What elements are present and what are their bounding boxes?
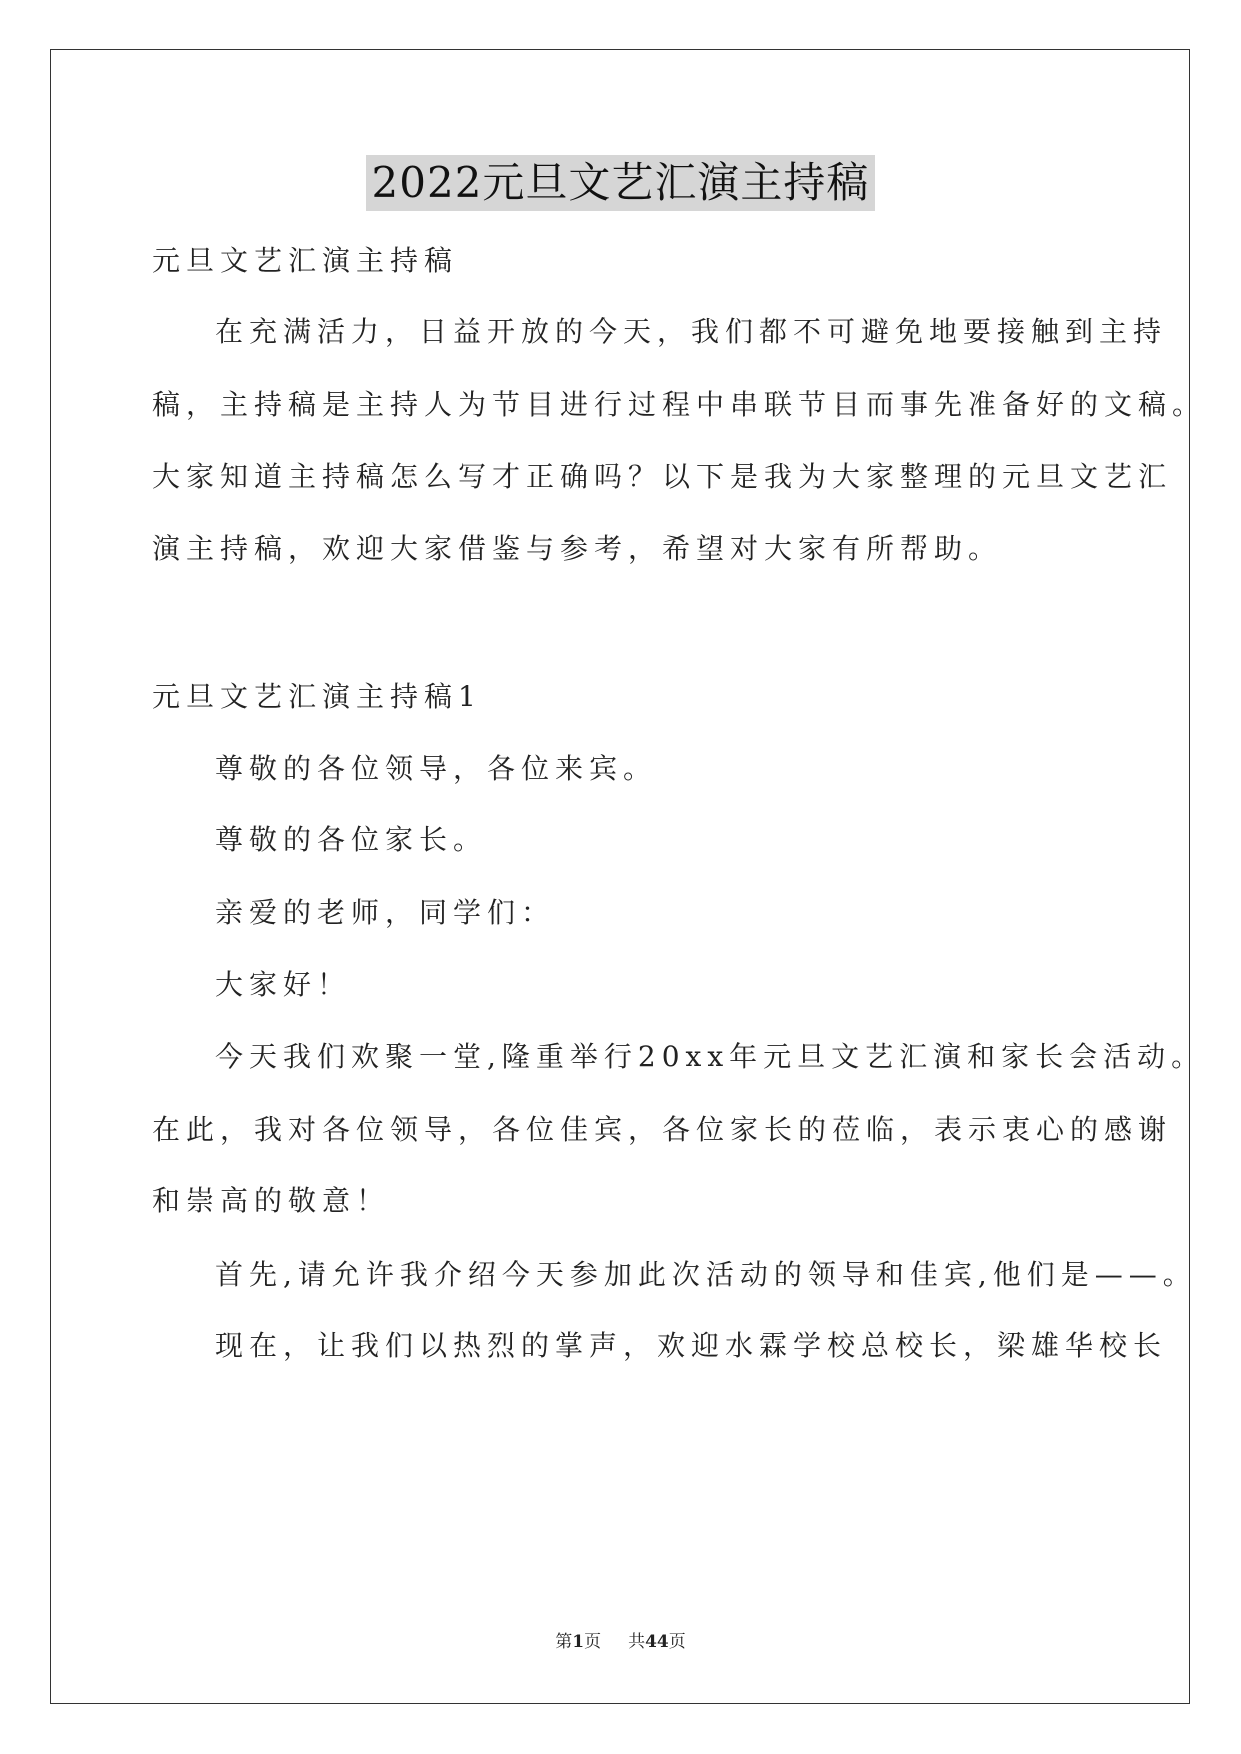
subtitle-line: 元旦文艺汇演主持稿	[152, 244, 459, 277]
paragraph-line: 现在，让我们以热烈的掌声，欢迎水霖学校总校长，梁雄华校长	[215, 1329, 1168, 1362]
paragraph-line: 稿，主持稿是主持人为节目进行过程中串联节目而事先准备好的文稿。	[152, 388, 1207, 421]
paragraph-line: 在充满活力，日益开放的今天，我们都不可避免地要接触到主持	[215, 315, 1168, 348]
paragraph-line: 和崇高的敬意！	[152, 1184, 391, 1217]
footer-page-total: 44	[645, 1632, 669, 1652]
page-footer	[0, 1627, 1241, 1652]
paragraph-line: 大家好！	[215, 968, 352, 1001]
footer-total-prefix: 共	[628, 1632, 646, 1652]
paragraph-line: 尊敬的各位领导，各位来宾。	[215, 752, 658, 785]
paragraph-line: 大家知道主持稿怎么写才正确吗？以下是我为大家整理的元旦文艺汇	[152, 460, 1173, 493]
section-heading: 元旦文艺汇演主持稿1	[152, 680, 482, 713]
paragraph-line: 亲爱的老师，同学们：	[215, 896, 556, 929]
paragraph-line: 首先,请允许我介绍今天参加此次活动的领导和佳宾,他们是——。	[215, 1258, 1197, 1291]
paragraph-line: 尊敬的各位家长。	[215, 823, 488, 856]
footer-page-current: 1	[572, 1632, 585, 1652]
document-title: 2022元旦文艺汇演主持稿	[366, 155, 876, 211]
page-border	[50, 49, 1207, 1704]
paragraph-line: 演主持稿，欢迎大家借鉴与参考，希望对大家有所帮助。	[152, 532, 1003, 565]
paragraph-line: 在此，我对各位领导，各位佳宾，各位家长的莅临，表示衷心的感谢	[152, 1113, 1173, 1146]
paragraph-line: 今天我们欢聚一堂,隆重举行20xx年元旦文艺汇演和家长会活动。	[215, 1040, 1206, 1073]
footer-page-suffix: 页	[584, 1632, 602, 1652]
title-container	[0, 155, 1241, 211]
footer-total-suffix: 页	[668, 1632, 686, 1652]
footer-page-prefix: 第	[555, 1632, 573, 1652]
